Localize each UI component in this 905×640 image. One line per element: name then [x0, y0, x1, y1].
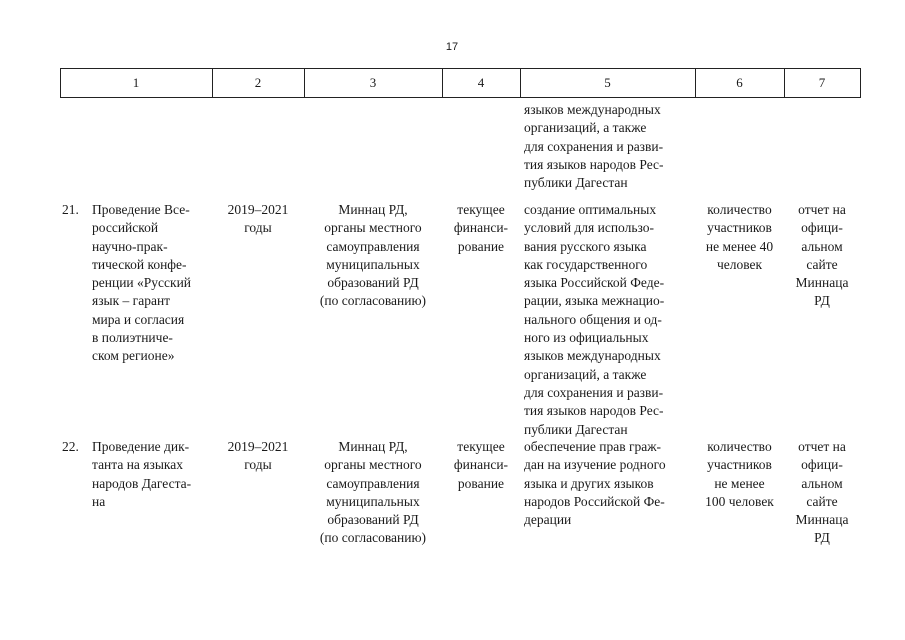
- text-line: ного из официальных: [524, 330, 649, 346]
- column-header-1: 1: [132, 75, 140, 90]
- text-line: языков международных: [524, 102, 661, 117]
- text-line: текущее: [457, 202, 505, 217]
- column-header-2: 2: [254, 75, 262, 90]
- text-line: самоуправления: [326, 475, 420, 491]
- text-line: языков международных: [524, 348, 661, 364]
- text-line: обеспечение прав граж-: [524, 439, 662, 454]
- text-line: народов Российской Фе-: [524, 493, 665, 509]
- event-indicator: [695, 201, 784, 274]
- event-period: [212, 438, 304, 475]
- text-line: офици-: [801, 457, 843, 473]
- text-line: язык – гарант: [92, 293, 171, 309]
- text-line: тия языков народов Рес-: [524, 156, 664, 172]
- text-line: не менее 40: [705, 238, 774, 254]
- text-line: сайте: [806, 256, 838, 272]
- text-line: для сохранения и разви-: [524, 138, 664, 154]
- text-line: органы местного: [324, 457, 422, 473]
- text-line: публики Дагестан: [524, 175, 628, 191]
- text-line: дерации: [524, 512, 572, 528]
- text-line: образований РД: [327, 512, 419, 528]
- text-line: (по согласованию): [319, 293, 427, 309]
- text-line: Проведение дик-: [92, 439, 190, 454]
- text-line: человек: [716, 256, 763, 272]
- text-line: мира и согласия: [92, 311, 185, 327]
- event-period: [212, 201, 304, 238]
- text-line: для сохранения и разви-: [524, 384, 664, 400]
- event-goal: [524, 201, 686, 439]
- column-divider: [860, 68, 861, 98]
- text-line: тической конфе-: [92, 256, 187, 272]
- row-number: 21.: [62, 202, 79, 217]
- text-line: как государственного: [524, 256, 648, 272]
- table-header-rule: [60, 97, 861, 98]
- text-line: финанси-: [453, 220, 509, 236]
- text-line: условий для использо-: [524, 220, 655, 236]
- event-report-form: [784, 438, 860, 548]
- text-line: российской: [92, 220, 159, 236]
- text-line: финанси-: [453, 457, 509, 473]
- text-line: участников: [707, 220, 772, 236]
- text-line: научно-прак-: [92, 238, 168, 254]
- column-header-3: 3: [369, 75, 377, 90]
- text-line: Миннаца: [795, 275, 849, 291]
- column-header-6: 6: [736, 75, 743, 90]
- column-header-5: 5: [604, 75, 611, 90]
- text-line: участников: [707, 457, 772, 473]
- text-line: Миннаца: [795, 512, 849, 528]
- text-line: языка и других языков: [524, 475, 654, 491]
- event-responsible: [304, 201, 442, 311]
- text-line: рование: [457, 238, 505, 254]
- text-line: дан на изучение родного: [524, 457, 666, 473]
- event-funding: [442, 438, 520, 493]
- text-line: рации, языка межнацио-: [524, 293, 665, 309]
- text-line: количество: [707, 439, 772, 454]
- text-line: публики Дагестан: [524, 421, 628, 437]
- text-line: сайте: [806, 493, 838, 509]
- event-name: [92, 438, 208, 511]
- row-number: 22.: [62, 439, 79, 454]
- text-line: Миннац РД,: [338, 202, 408, 217]
- text-line: Проведение Все-: [92, 202, 190, 217]
- continuation-goal-text: [524, 101, 686, 192]
- text-line: муниципальных: [326, 256, 420, 272]
- text-line: годы: [244, 457, 272, 473]
- event-funding: [442, 201, 520, 256]
- text-line: ренции «Русский: [92, 275, 192, 291]
- text-line: ском регионе»: [92, 348, 175, 364]
- text-line: отчет на: [798, 439, 846, 454]
- text-line: народов Дагеста-: [92, 475, 192, 491]
- text-line: альном: [801, 475, 843, 491]
- text-line: рование: [457, 475, 505, 491]
- table-top-rule: [60, 68, 861, 69]
- text-line: органы местного: [324, 220, 422, 236]
- text-line: в полиэтниче-: [92, 330, 173, 346]
- event-goal: [524, 438, 686, 529]
- text-line: текущее: [457, 439, 505, 454]
- event-responsible: [304, 438, 442, 548]
- text-line: 100 человек: [705, 493, 774, 509]
- text-line: альном: [801, 238, 843, 254]
- text-line: создание оптимальных: [524, 202, 657, 217]
- text-line: самоуправления: [326, 238, 420, 254]
- text-line: офици-: [801, 220, 843, 236]
- column-header-4: 4: [477, 75, 485, 90]
- text-line: вания русского языка: [524, 238, 647, 254]
- text-line: организаций, а также: [524, 366, 647, 382]
- page-number: 17: [445, 41, 459, 53]
- text-line: отчет на: [798, 202, 846, 217]
- column-header-7: 7: [818, 75, 826, 90]
- text-line: танта на языках: [92, 457, 184, 473]
- text-line: нального общения и од-: [524, 311, 662, 327]
- text-line: количество: [707, 202, 772, 217]
- text-line: на: [92, 493, 106, 509]
- text-line: РД: [814, 530, 830, 546]
- text-line: муниципальных: [326, 493, 420, 509]
- text-line: языка Российской Феде-: [524, 275, 665, 291]
- event-name: [92, 201, 208, 366]
- text-line: 2019–2021: [227, 439, 289, 454]
- text-line: не менее: [714, 475, 765, 491]
- text-line: 2019–2021: [227, 202, 289, 217]
- text-line: РД: [814, 293, 830, 309]
- text-line: организаций, а также: [524, 120, 647, 136]
- text-line: Миннац РД,: [338, 439, 408, 454]
- text-line: тия языков народов Рес-: [524, 403, 664, 419]
- text-line: образований РД: [327, 275, 419, 291]
- event-report-form: [784, 201, 860, 311]
- text-line: годы: [244, 220, 272, 236]
- text-line: (по согласованию): [319, 530, 427, 546]
- event-indicator: [695, 438, 784, 511]
